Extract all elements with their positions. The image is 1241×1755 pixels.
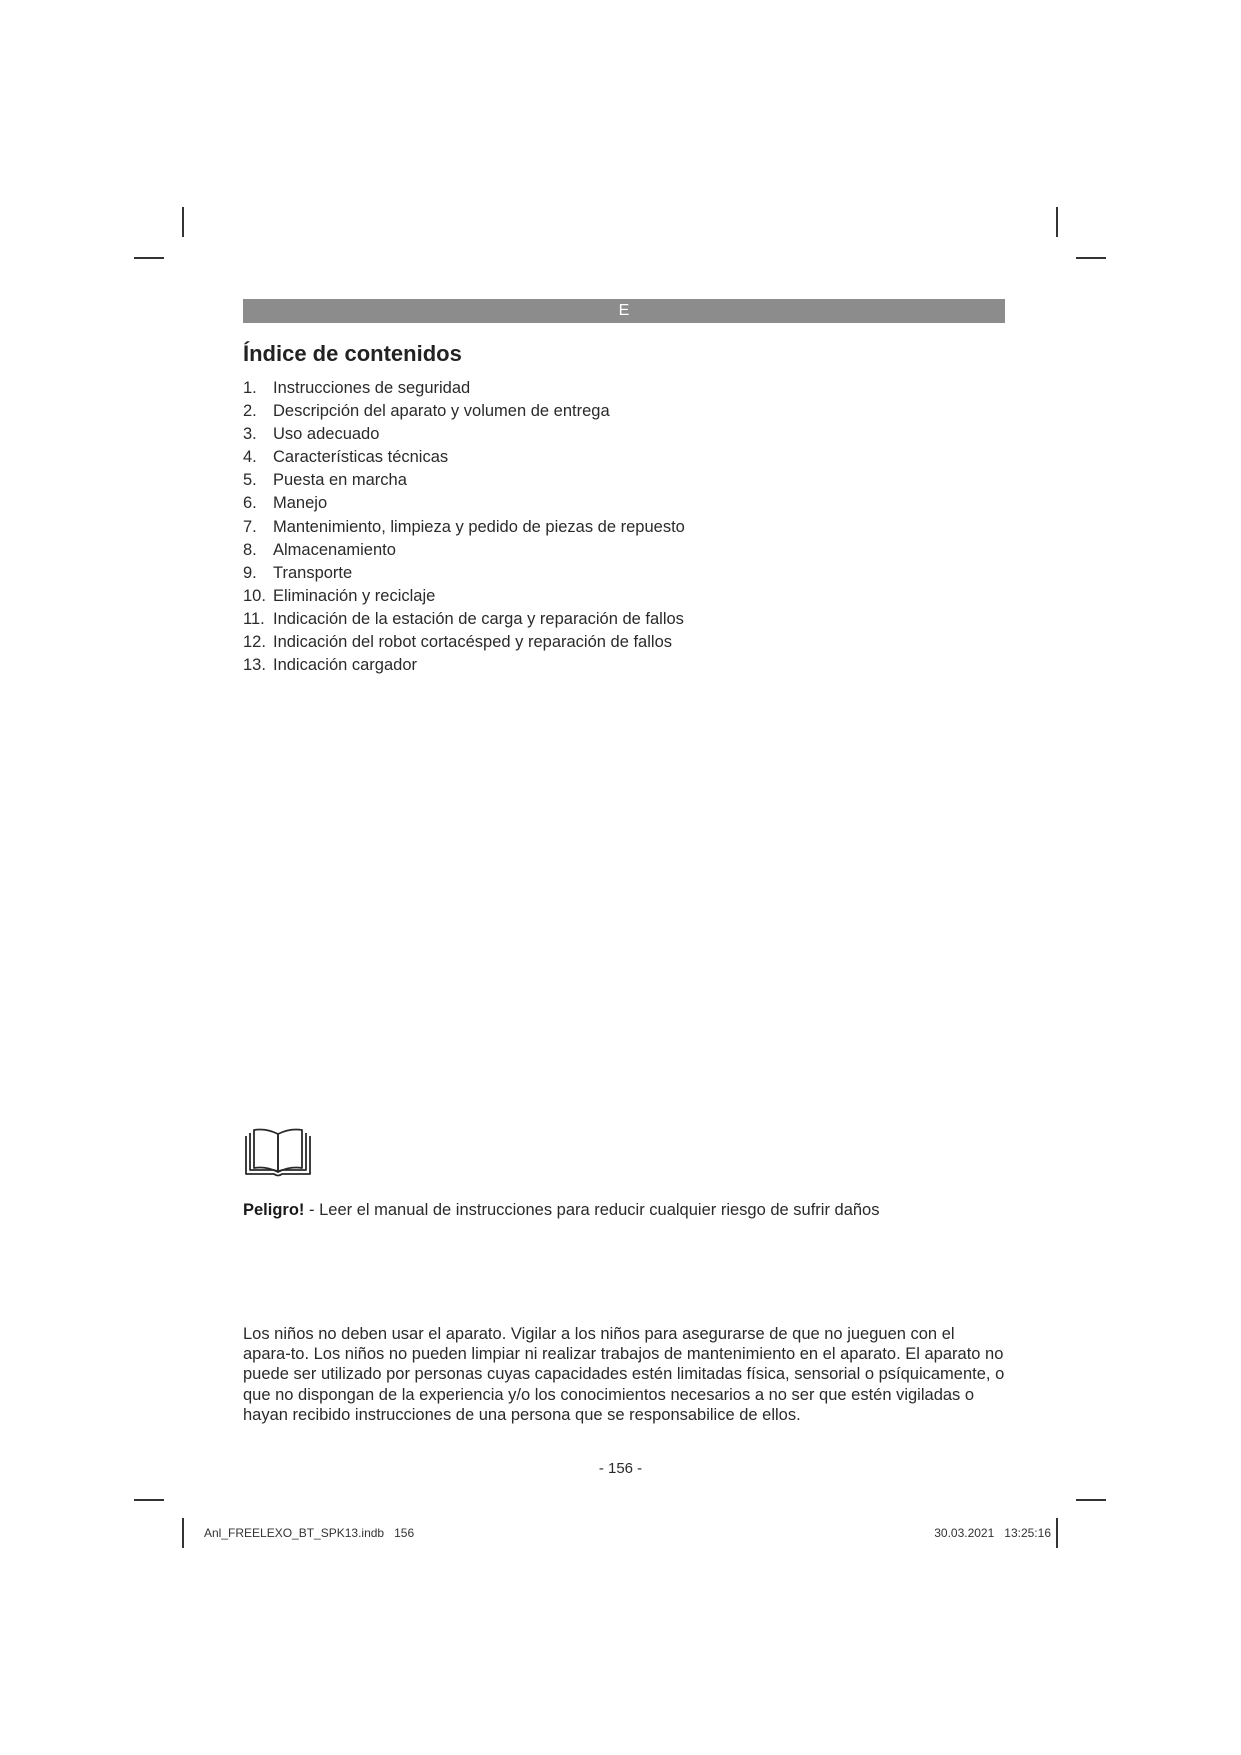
toc-item-number: 2.: [243, 402, 257, 421]
toc-item: [243, 423, 685, 446]
toc-item-label: Instrucciones de seguridad: [273, 379, 471, 397]
toc-item-label: Indicación de la estación de carga y reparación de fallos: [273, 609, 684, 628]
toc-item-number: 4.: [243, 448, 257, 467]
footer-date-text: 30.03.2021 13:25:16: [934, 1526, 1051, 1540]
footer-file-info: [204, 1526, 414, 1540]
crop-mark-bottom-right-vertical: [1056, 1518, 1058, 1548]
toc-item-number: 12.: [243, 633, 266, 652]
toc-list: [243, 377, 685, 677]
toc-item: [243, 539, 685, 562]
toc-item-label: Indicación cargador: [273, 656, 418, 675]
toc-item-number: 10.: [243, 586, 266, 605]
toc-item: [243, 562, 685, 585]
crop-mark-top-left-horizontal: [134, 257, 164, 259]
warning-description: - Leer el manual de instrucciones para reducir cualquier riesgo de sufrir daños: [304, 1201, 880, 1219]
toc-item: [243, 631, 685, 654]
toc-item: [243, 608, 685, 631]
crop-mark-top-right-vertical: [1056, 207, 1058, 237]
toc-item: [243, 654, 685, 677]
toc-item-number: 9.: [243, 563, 257, 582]
crop-mark-top-left-vertical: [182, 207, 184, 237]
crop-mark-bottom-left-horizontal: [134, 1499, 164, 1501]
warning-label: Peligro!: [243, 1201, 305, 1219]
toc-item-label: Almacenamiento: [273, 540, 396, 559]
toc-item-number: 5.: [243, 471, 257, 490]
book-icon: [244, 1128, 312, 1178]
toc-item-label: Manejo: [273, 494, 328, 513]
toc-item-label: Puesta en marcha: [273, 471, 407, 490]
toc-item-number: 6.: [243, 494, 257, 513]
crop-mark-top-right-horizontal: [1076, 257, 1106, 259]
toc-item-label: Descripción del aparato y volumen de entrega: [273, 402, 610, 421]
toc-item-label: Indicación del robot cortacésped y reparación de fallos: [273, 633, 672, 652]
language-tab-label: E: [618, 302, 630, 319]
language-tab-bar: [243, 299, 1005, 323]
crop-mark-bottom-left-vertical: [182, 1518, 184, 1548]
toc-item: [243, 585, 685, 608]
toc-item: [243, 492, 685, 515]
toc-title: Índice de contenidos: [243, 341, 462, 366]
warning-text: [243, 1199, 880, 1221]
toc-item: [243, 400, 685, 423]
toc-item-number: 8.: [243, 540, 257, 559]
toc-item-number: 11.: [243, 609, 265, 628]
toc-item-number: 7.: [243, 517, 257, 536]
toc-item-label: Transporte: [273, 563, 353, 582]
toc-item-label: Eliminación y reciclaje: [273, 586, 436, 605]
page-number: - 156 -: [598, 1460, 643, 1477]
toc-item: [243, 377, 685, 400]
toc-item: [243, 446, 685, 469]
toc-item-number: 3.: [243, 425, 257, 444]
toc-item: [243, 516, 685, 539]
footer-date-time: [934, 1526, 1051, 1540]
toc-item-label: Uso adecuado: [273, 425, 380, 444]
toc-item-number: 13.: [243, 656, 266, 675]
toc-item-number: 1.: [243, 379, 257, 397]
crop-mark-bottom-right-horizontal: [1076, 1499, 1106, 1501]
toc-item-label: Características técnicas: [273, 448, 449, 467]
footer-file-text: Anl_FREELEXO_BT_SPK13.indb 156: [204, 1526, 415, 1540]
children-safety-note: Los niños no deben usar el aparato. Vigilar a los niños para asegurarse de que no jueguen con el apara-to. Los niños no pueden limpiar ni realizar trabajos de mantenimiento en el aparato. El aparato no puede ser utilizado por personas cuyas capacidades estén limitadas física, sensorial o psíquicamente, o que no dispongan de la experiencia y/o los conocimientos necesarios a no ser que estén vigiladas o hayan recibido instrucciones de una persona que se responsabilice de ellos.: [243, 1325, 1005, 1424]
toc-item-label: Mantenimiento, limpieza y pedido de piezas de repuesto: [273, 517, 685, 536]
toc-item: [243, 469, 685, 492]
